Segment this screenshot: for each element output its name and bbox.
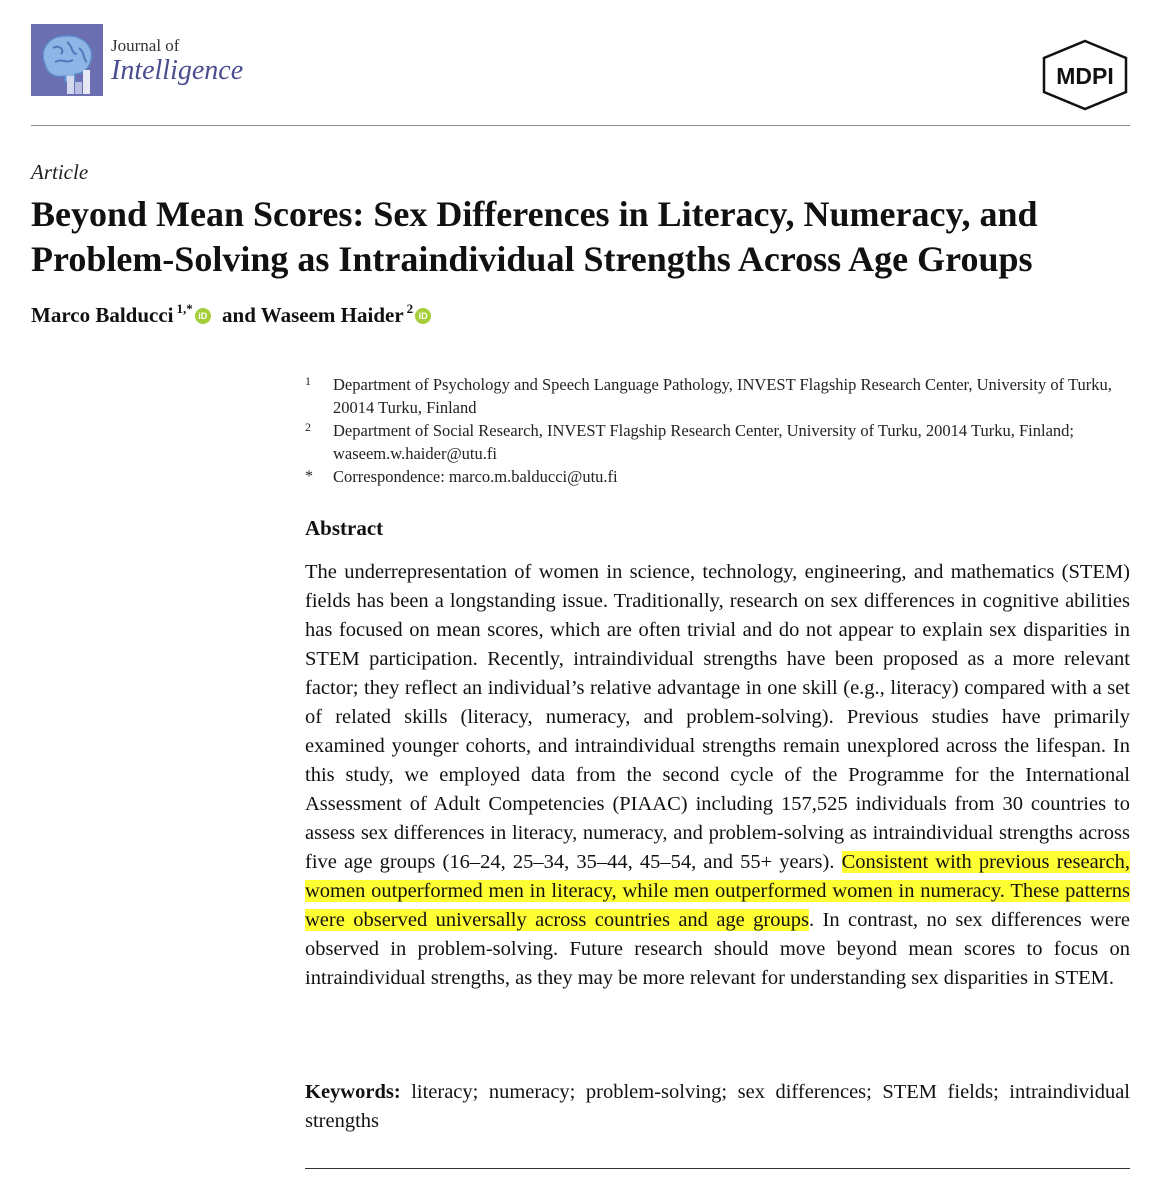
correspondence-text: Correspondence: marco.m.balducci@utu.fi [333,467,618,486]
keywords-text: literacy; numeracy; problem-solving; sex differences; STEM fields; intraindividual strengths [305,1081,1130,1132]
author-list [31,301,437,328]
journal-prefix: Journal of [111,36,180,55]
mdpi-logo [1040,38,1130,112]
author-affiliation-mark: 2 [406,301,414,316]
affiliation-item [305,465,1135,488]
abstract-body [305,558,1130,993]
affiliations [305,373,1135,488]
author-name: Marco Balducci [31,303,174,327]
article-type: Article [31,160,89,184]
orcid-icon[interactable]: iD [195,308,211,324]
affiliation-mark: * [305,468,313,485]
journal-logo [31,24,103,96]
footer-rule [305,1168,1130,1169]
author-name: Waseem Haider [260,303,404,327]
journal-header [31,24,1130,100]
abstract-highlight: Consistent with previous research, women outperformed men in literacy, while men outperformed women in numeracy. These patterns were observed universally across countries and age groups [305,851,1130,931]
abstract-heading: Abstract [305,516,384,540]
header-rule [31,125,1130,126]
abstract-text: The underrepresentation of women in science, technology, engineering, and mathematics (STEM) fields has been a longstanding issue. Traditionally, research on sex differences in cognitive abilities has focused on mean scores, which are often trivial and do not appear to explain sex disparities in STEM participation. Recently, intraindividual strengths have been proposed as a more relevant factor; they reflect an individual’s relative advantage in one skill (e.g., literacy) compared with a set of related skills (literacy, numeracy, and problem-solving). Previous studies have primarily examined younger cohorts, and intraindividual strengths remain unexplored across the lifespan. In this study, we employed data from the second cycle of the Programme for the International Assessment of Adult Competencies (PIAAC) including 157,525 individuals from 30 countries to assess sex differences in literacy, numeracy, and problem-solving as intraindividual strengths across five age groups (16–24, 25–34, 35–44, 45–54, and 55+ years). [305,561,1130,873]
paper-title: Beyond Mean Scores: Sex Differences in Literacy, Numeracy, and Problem-Solving as Intraindividual Strengths Across Age Groups [31,194,1038,279]
keywords-label: Keywords: [305,1081,401,1103]
journal-name: Intelligence [111,55,244,86]
author-affiliation-mark: 1,* [176,301,193,316]
publisher-name: MDPI [1056,63,1114,89]
abstract-text: . In contrast, no sex differences were observed in problem-solving. Future research should move beyond mean scores to focus on intraindividual strengths, as they may be more relevant for understanding sex disparities in STEM. [305,909,1130,989]
affiliation-item [305,373,1135,419]
author-conjunction: and [222,303,256,327]
affiliation-mark: 1 [305,374,311,388]
orcid-icon[interactable]: iD [415,308,431,324]
affiliation-text: Department of Social Research, INVEST Flagship Research Center, University of Turku, 20014 Turku, Finland; waseem.w.haider@utu.fi [333,421,1074,463]
brain-icon [31,24,103,96]
affiliation-mark: 2 [305,420,311,434]
keywords [305,1078,1130,1136]
affiliation-text: Department of Psychology and Speech Language Pathology, INVEST Flagship Research Center, University of Turku, 20014 Turku, Finland [333,375,1112,417]
affiliation-item [305,419,1135,465]
